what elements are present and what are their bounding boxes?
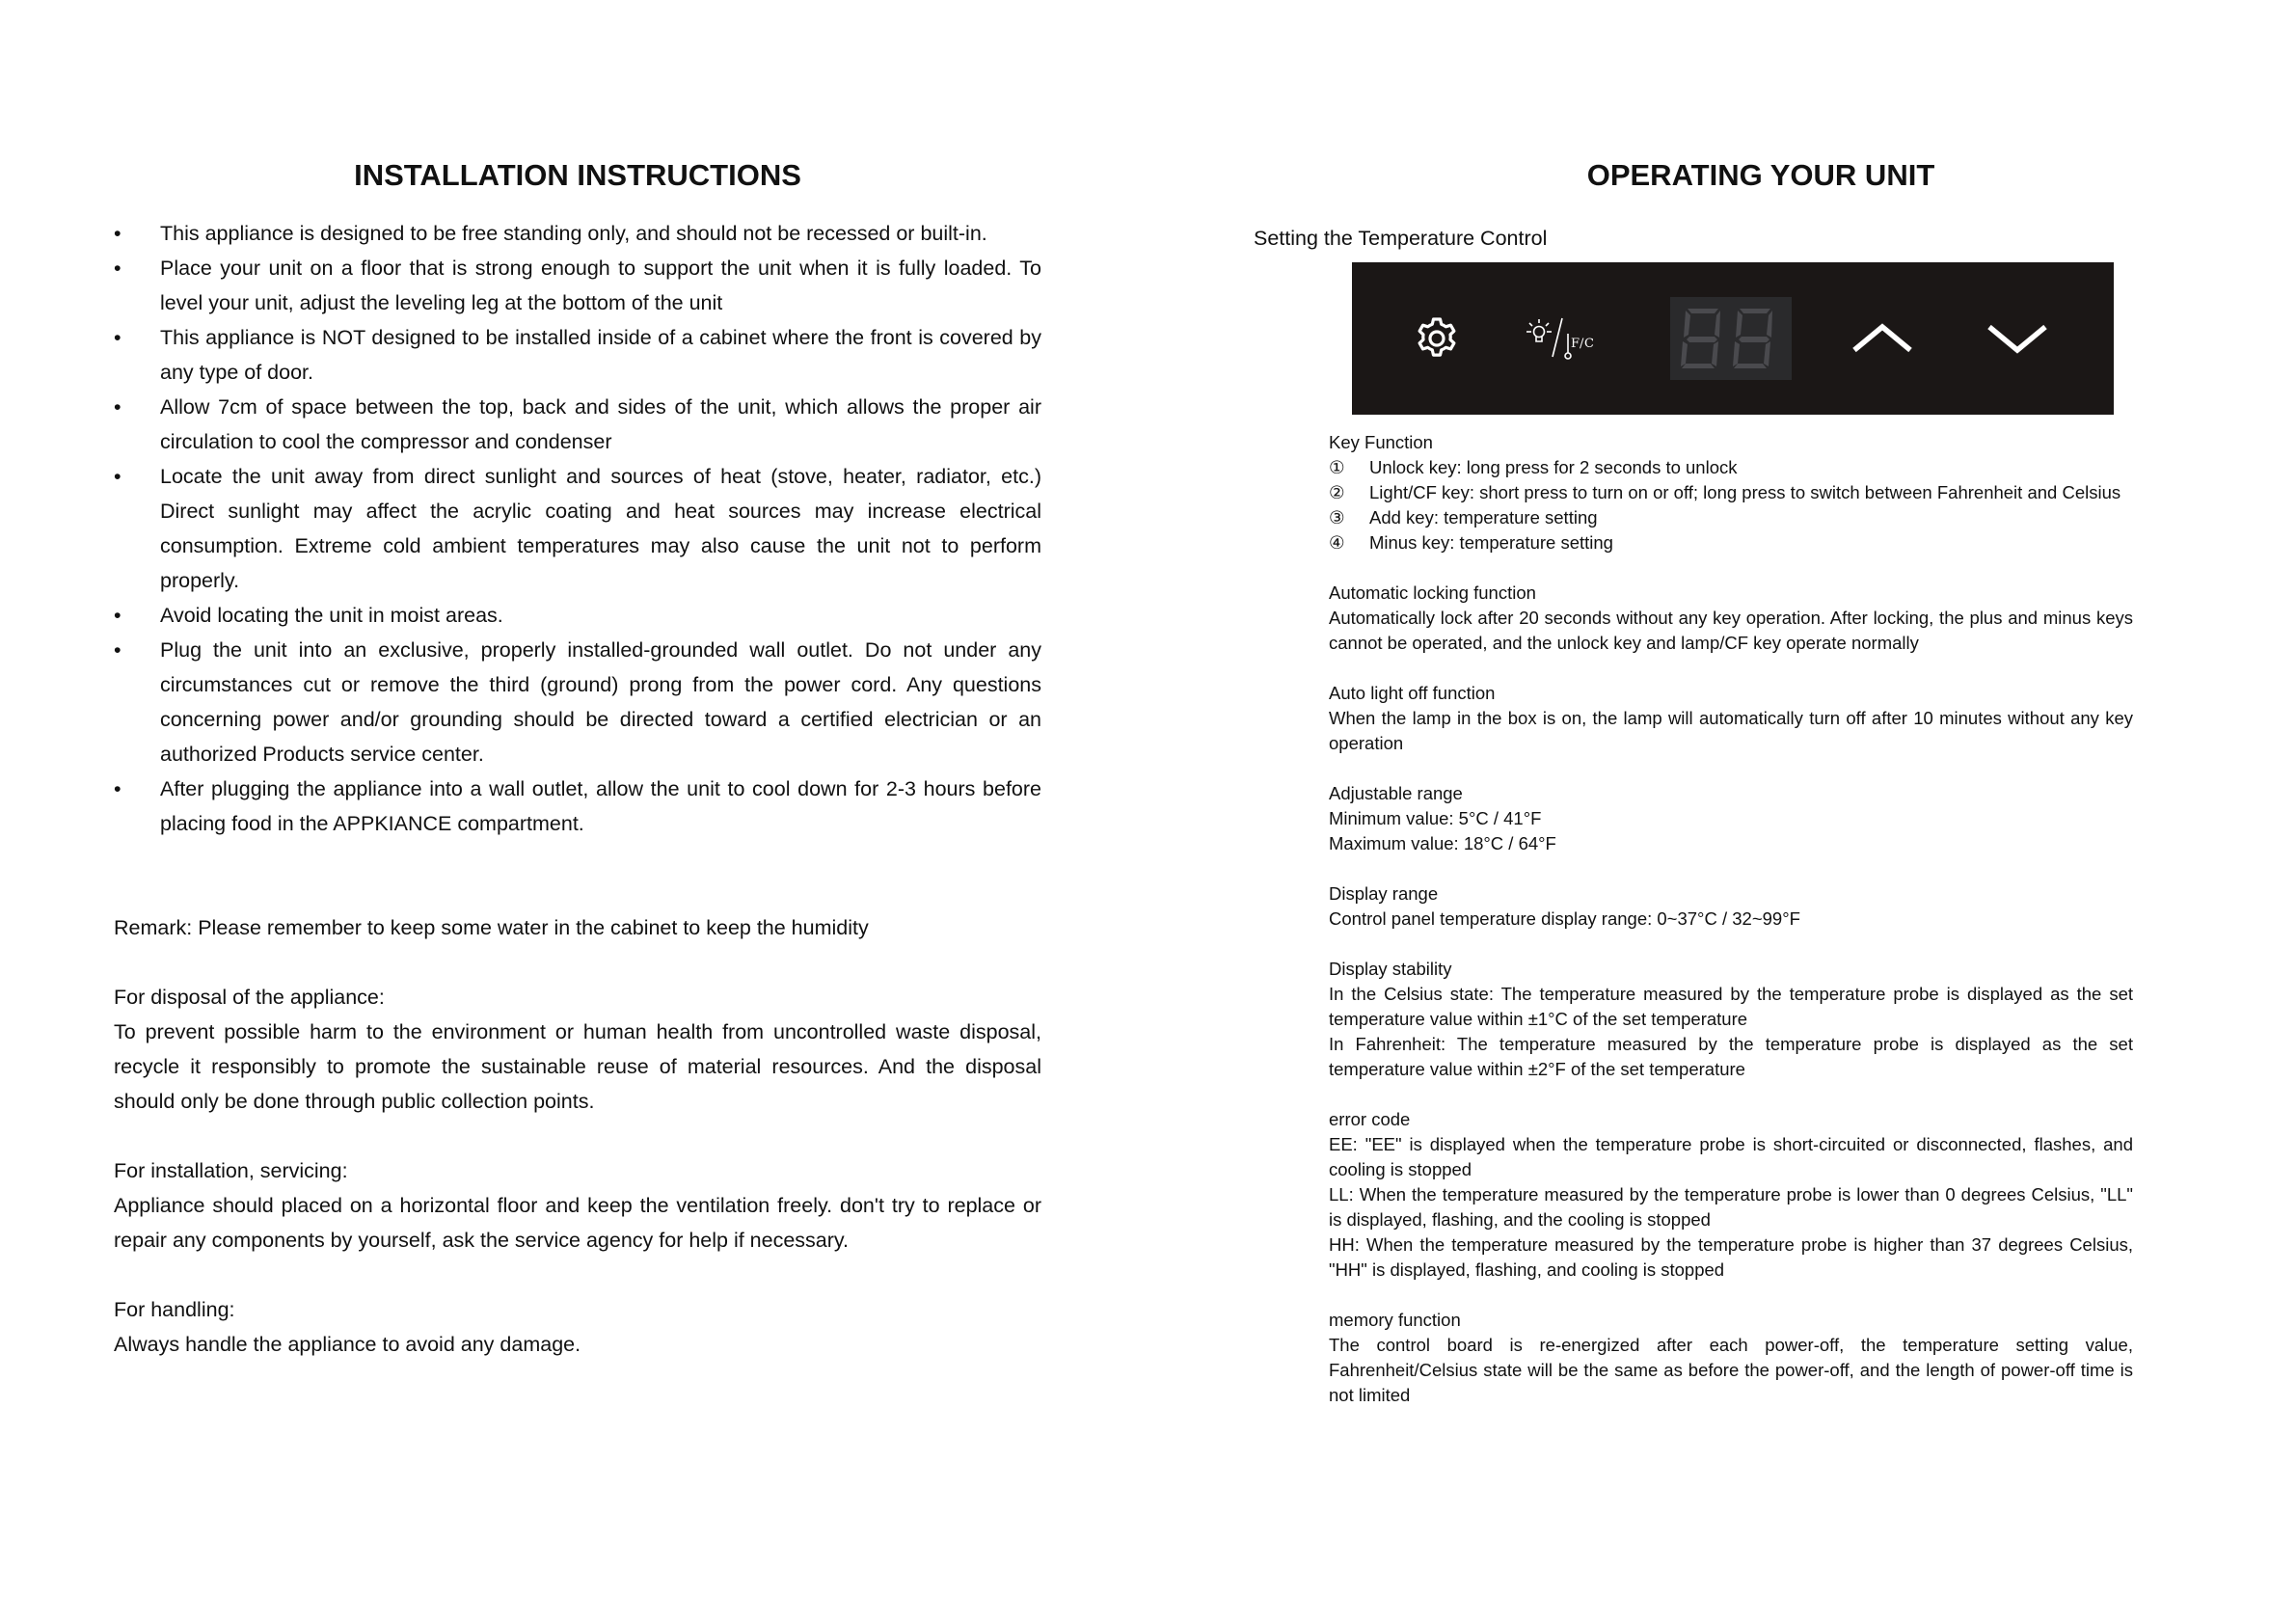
list-item <box>114 320 1041 390</box>
light-cf-icon <box>1524 312 1601 365</box>
list-item <box>114 216 1041 251</box>
chevron-up-icon <box>1850 321 1914 356</box>
remark-text: Remark: Please remember to keep some water in the cabinet to keep the humidity <box>114 916 869 939</box>
bullet-icon: • <box>114 395 122 419</box>
bullet-text: This appliance is NOT designed to be installed inside of a cabinet where the front is covered by any type of door. <box>160 326 1041 384</box>
list-item <box>114 251 1041 320</box>
bullet-icon: • <box>114 326 122 349</box>
display-stability-celsius: In the Celsius state: The temperature measured by the temperature probe is displayed as the set temperature value within ±1°C of the set temperature <box>1329 984 2133 1029</box>
operating-details <box>1329 430 2133 1408</box>
adjustable-min: Minimum value: 5°C / 41°F <box>1329 808 1542 828</box>
disposal-section <box>114 980 1041 1119</box>
auto-light-text: When the lamp in the box is on, the lamp will automatically turn off after 10 minutes without any key operation <box>1329 708 2133 753</box>
error-hh: HH: When the temperature measured by the temperature probe is higher than 37 degrees Celsius, "HH" is displayed, flashing, and cooling is stopped <box>1329 1234 2133 1280</box>
error-ll: LL: When the temperature measured by the temperature probe is lower than 0 degrees Celsius, "LL" is displayed, flashing, and the cooling is stopped <box>1329 1184 2133 1230</box>
adjustable-max: Maximum value: 18°C / 64°F <box>1329 833 1556 853</box>
seven-segment-digits <box>1678 305 1784 372</box>
bullet-text: Allow 7cm of space between the top, back and sides of the unit, which allows the proper air circulation to cool the compressor and condenser <box>160 395 1041 453</box>
auto-lock-title: Automatic locking function <box>1329 582 1536 603</box>
list-item <box>1329 530 2133 555</box>
installation-heading: INSTALLATION INSTRUCTIONS <box>354 158 801 192</box>
gear-icon <box>1414 315 1460 362</box>
bullet-text: Plug the unit into an exclusive, properly installed-grounded wall outlet. Do not under any circumstances cut or remove the third (ground) prong from the power cord. Any questions concerning power and/or grounding should be directed toward a certified electrician or an authorized Products service center. <box>160 638 1041 766</box>
list-item <box>1329 455 2133 480</box>
control-panel-image <box>1352 262 2114 415</box>
memory-function-section <box>1329 1308 2133 1408</box>
key-function-list <box>1329 455 2133 555</box>
error-code-section <box>1329 1107 2133 1283</box>
key-function-text: Light/CF key: short press to turn on or off; long press to switch between Fahrenheit and Celsius <box>1369 482 2121 502</box>
display-stability-fahrenheit: In Fahrenheit: The temperature measured by the temperature probe is displayed as the set temperature value within ±2°F of the set temperature <box>1329 1034 2133 1079</box>
bullet-text: Place your unit on a floor that is strong enough to support the unit when it is fully loaded. To level your unit, adjust the leveling leg at the bottom of the unit <box>160 257 1041 314</box>
display-stability-title: Display stability <box>1329 959 1452 979</box>
key-function-text: Add key: temperature setting <box>1369 507 1598 528</box>
list-item <box>114 633 1041 771</box>
seven-segment-display <box>1670 297 1792 380</box>
operating-page <box>1254 154 2133 1408</box>
auto-lock-text: Automatically lock after 20 seconds without any key operation. After locking, the plus and minus keys cannot be operated, and the unlock key and lamp/CF key operate normally <box>1329 608 2133 653</box>
disposal-title: For disposal of the appliance: <box>114 986 385 1009</box>
installation-servicing-title: For installation, servicing: <box>114 1159 348 1182</box>
bullet-icon: • <box>114 257 122 280</box>
unlock-key <box>1408 262 1466 415</box>
bullet-icon: • <box>114 222 122 245</box>
svg-text:C: C <box>1584 337 1594 351</box>
disposal-text: To prevent possible harm to the environment or human health from uncontrolled waste disposal, recycle it responsibly to promote the sustainable reuse of material resources. And the disposal should only be done through public collection points. <box>114 1020 1041 1113</box>
error-ee: EE: "EE" is displayed when the temperature probe is short-circuited or disconnected, flashes, and cooling is stopped <box>1329 1134 2133 1179</box>
display-range-section <box>1329 881 2133 932</box>
temperature-control-title: Setting the Temperature Control <box>1254 227 1548 250</box>
circled-number: ① <box>1329 457 1345 477</box>
bullet-icon: • <box>114 638 122 662</box>
installation-servicing-text: Appliance should placed on a horizontal floor and keep the ventilation freely. don't try to replace or repair any components by yourself, ask the service agency for help if necessary. <box>114 1194 1041 1252</box>
memory-function-title: memory function <box>1329 1310 1461 1330</box>
key-function-title: Key Function <box>1329 432 1433 452</box>
memory-function-text: The control board is re-energized after each power-off, the temperature setting value, Fahrenheit/Celsius state will be the same as before the power-off, and the length of power-off time is not limited <box>1329 1335 2133 1405</box>
list-item <box>1329 505 2133 530</box>
minus-key <box>1979 262 2056 415</box>
handling-section <box>114 1292 1041 1362</box>
display-range-title: Display range <box>1329 883 1439 904</box>
add-key <box>1844 262 1921 415</box>
key-function-section <box>1329 430 2133 555</box>
error-code-title: error code <box>1329 1109 1411 1129</box>
list-item <box>1329 480 2133 505</box>
key-function-text: Unlock key: long press for 2 seconds to unlock <box>1369 457 1738 477</box>
light-cf-key <box>1524 262 1601 415</box>
bullet-text: Avoid locating the unit in moist areas. <box>160 604 503 627</box>
key-function-text: Minus key: temperature setting <box>1369 532 1613 553</box>
installation-page <box>114 154 1041 1362</box>
adjustable-range-title: Adjustable range <box>1329 783 1463 803</box>
display-range-text: Control panel temperature display range: 0~37°C / 32~99°F <box>1329 908 1800 929</box>
bullet-text: After plugging the appliance into a wall outlet, allow the unit to cool down for 2-3 hours before placing food in the APPKIANCE compartment. <box>160 777 1041 835</box>
handling-text: Always handle the appliance to avoid any damage. <box>114 1333 581 1356</box>
list-item <box>114 390 1041 459</box>
circled-number: ④ <box>1329 532 1345 553</box>
auto-lock-section <box>1329 581 2133 656</box>
auto-light-section <box>1329 681 2133 756</box>
installation-servicing-section <box>114 1153 1041 1258</box>
bullet-text: Locate the unit away from direct sunlight and sources of heat (stove, heater, radiator, etc.) Direct sunlight may affect the acrylic coating and heat sources may increase electrical consumption. Extreme cold ambient temperatures may also cause the unit not to perform properly. <box>160 465 1041 592</box>
handling-title: For handling: <box>114 1298 235 1321</box>
bullet-text: This appliance is designed to be free standing only, and should not be recessed or built-in. <box>160 222 987 245</box>
circled-number: ② <box>1329 482 1345 502</box>
bullet-icon: • <box>114 777 122 800</box>
bullet-icon: • <box>114 465 122 488</box>
list-item <box>114 598 1041 633</box>
auto-light-title: Auto light off function <box>1329 683 1496 703</box>
svg-text:F/: F/ <box>1571 337 1584 351</box>
list-item <box>114 459 1041 598</box>
chevron-down-icon <box>1985 321 2049 356</box>
display-stability-section <box>1329 957 2133 1082</box>
adjustable-range-section <box>1329 781 2133 856</box>
installation-bullet-list <box>114 216 1041 841</box>
operating-heading: OPERATING YOUR UNIT <box>1586 158 1935 192</box>
list-item <box>114 771 1041 841</box>
circled-number: ③ <box>1329 507 1345 528</box>
bullet-icon: • <box>114 604 122 627</box>
